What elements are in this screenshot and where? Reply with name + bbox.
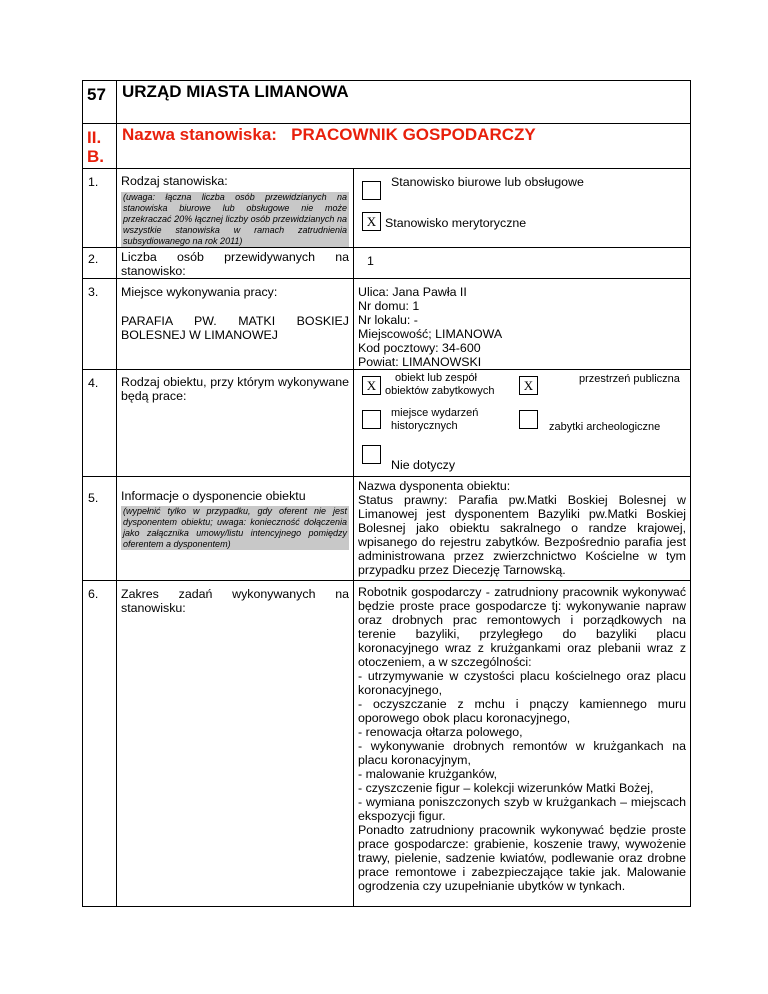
option-office-label: Stanowisko biurowe lub obsługowe [391,175,584,189]
row-number: 5. [83,477,117,581]
duties-outro: Ponadto zatrudniony pracownik wykonywać będzie proste prace gospodarcze: grabienie, koszenie trawy, wywożenie trawy, pielenie, sadzenie kwiatów, podlewanie oraz drobne prace remontowe i zabezpieczające takie jak. Malowanie ogrodzenia czy uzupełnianie ubytków w tynkach. [358,823,687,893]
address-street: Ulica: Jana Pawła II [358,285,467,299]
row-label: Rodzaj stanowiska: [121,174,228,188]
option-public-space-label: przestrzeń publiczna [579,373,680,385]
application-form [82,80,690,907]
position-row [83,124,691,169]
owner-name-label: Nazwa dysponenta obiektu: [358,479,511,493]
address-county: Powiat: LIMANOWSKI [358,355,482,369]
duties-text [354,581,691,907]
option-substantive-label: Stanowisko merytoryczne [385,216,527,230]
option-monument-label-b: obiektów zabytkowych [385,385,495,397]
row-duties [83,581,691,907]
row-number-of-persons [83,248,691,279]
row-label: Rodzaj obiektu, przy którym wykonywane będą prace: [117,370,354,477]
row-number: 6. [83,581,117,907]
option-monument-label-a: obiekt lub zespół [395,372,477,384]
option-monument-label [385,372,494,398]
option-historic-site-label-a: miejsce wydarzeń [391,407,479,419]
row-label: Informacje o dysponencie obiektu [121,489,306,503]
row-workplace [83,279,691,370]
address-unit: Nr lokalu: - [358,313,418,327]
option-historic-site-label-b: historycznych [391,420,458,432]
row-label-cell [117,279,354,370]
option-archaeological-label: zabytki archeologiczne [549,421,661,433]
checkbox-not-applicable[interactable] [362,445,381,464]
option-not-applicable-label: Nie dotyczy [391,458,456,472]
office-name: URZĄD MIASTA LIMANOWA [117,81,691,124]
duty-item: - oczyszczanie z mchu i pnączy kamiennego muru oporowego obok placu koronacyjnego, [358,697,687,725]
row-object-type [83,370,691,477]
row-position-type [83,169,691,248]
checkbox-archaeological[interactable] [519,410,538,429]
duty-item: - utrzymywanie w czystości placu kościelnego oraz placu koronacyjnego, [358,669,687,697]
checkbox-historic-site[interactable] [362,410,381,429]
row-number: 2. [83,248,117,279]
duty-item: - malowanie krużganków, [358,767,498,781]
duty-item: - wymiana poniszczonych szyb w krużgankach – miejscach ekspozycji figur. [358,795,687,823]
workplace-name: PARAFIA PW. MATKI BOSKIEJ BOLESNEJ W LIMANOWEJ [121,314,349,342]
section-number: II. B. [83,124,117,169]
address-house: Nr domu: 1 [358,299,420,313]
object-type-options [354,370,691,477]
option-historic-site-label [391,407,478,433]
position-label: Nazwa stanowiska: [122,125,277,144]
row-label: Miejsce wykonywania pracy: [121,285,278,299]
position-type-options [354,169,691,248]
row-label: Zakres zadań wykonywanych na stanowisku: [117,581,354,907]
address-city: Miejscowość; LIMANOWA [358,327,503,341]
row-note: (uwaga: łączna liczba osób przewidzianych na stanowiska biurowe lub obsługowe nie może przekraczać 20% łącznej liczby osób przewidzianych na wszystkie stanowiska w ramach zatrudnienia subsydiowanego na rok 2011) [123,192,347,246]
duty-item: - czyszczenie figur – kolekcji wizerunków Matki Bożej, [358,781,654,795]
entry-number: 57 [83,81,117,124]
checkbox-monument[interactable]: X [362,376,381,395]
row-note: (wypełnić tylko w przypadku, gdy oferent nie jest dysponentem obiektu; uwaga: konieczność dołączenia jako załącznika umowy/listu intencyjnego pomiędzy oferentem a dysponentem) [123,506,347,549]
position-title [117,124,691,169]
row-number: 1. [83,169,117,248]
duties-intro: Robotnik gospodarczy - zatrudniony pracownik wykonywać będzie proste prace gospodarcze tj: wykonywanie napraw oraz drobnych prac remontowych i porządkowych na terenie bazyliki, przyległego do bazyliki placu koronacyjnego wraz z krużgankami oraz plebanii wraz z otoczeniem, a w szczególności: [358,585,687,669]
checkbox-substantive[interactable]: X [362,212,381,231]
row-number: 4. [83,370,117,477]
row-label: Liczba osób przewidywanych na stanowisko: [117,248,354,279]
checkbox-office[interactable] [362,181,381,200]
row-label-cell [117,477,354,581]
workplace-address [354,279,691,370]
duty-item: - renowacja ołtarza polowego, [358,725,523,739]
row-label-cell [117,169,354,248]
form-table [82,80,691,907]
persons-value: 1 [354,248,691,279]
checkbox-public-space[interactable]: X [519,376,538,395]
address-postcode: Kod pocztowy: 34-600 [358,341,481,355]
position-name: PRACOWNIK GOSPODARCZY [291,125,536,144]
header-row [83,81,691,124]
owner-status-text: Status prawny: Parafia pw.Matki Boskiej Bolesnej w Limanowej jest dysponentem Bazyliki pw.Matki Boskiej Bolesnej jako obiektu sakralnego o randze krajowej, wpisanego do rejestru zabytków. Bezpośrednio parafia jest administrowana przez zwierzchnictwo Kościelne w tym przypadku przez Diecezję Tarnowską. [358,493,687,577]
row-object-owner [83,477,691,581]
duty-item: - wykonywanie drobnych remontów w krużgankach na placu koronacyjnym, [358,739,687,767]
row-number: 3. [83,279,117,370]
owner-info [354,477,691,581]
